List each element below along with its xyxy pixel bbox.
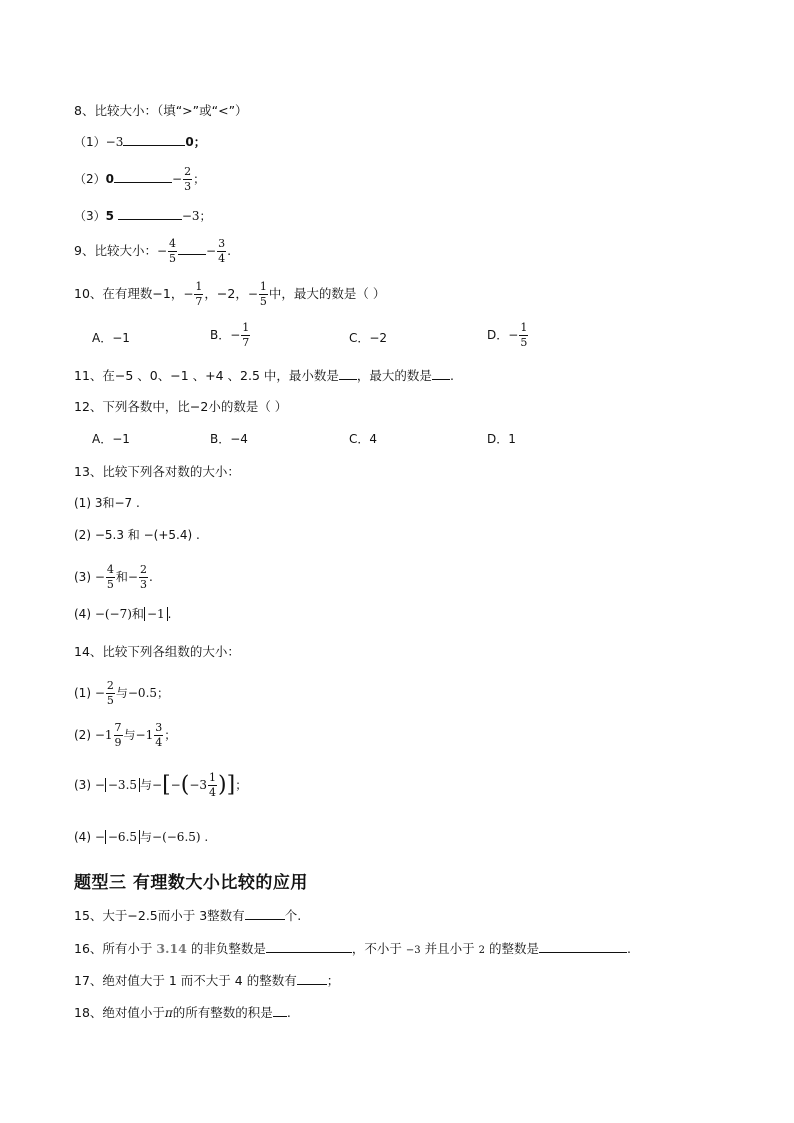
q12-option-d[interactable]: D．1 bbox=[487, 432, 516, 446]
q8-part2: （2）0 − $\frac{2}{3}$ ； bbox=[74, 165, 206, 193]
q14-part4: (4) − −6.5 与−(−6.5) . bbox=[74, 830, 209, 844]
pi-symbol: π bbox=[164, 1006, 173, 1020]
q14-stem: 14、比较下列各组数的大小： bbox=[74, 644, 240, 659]
fraction: $\frac{1}{4}$ bbox=[209, 771, 217, 799]
q13-part1: (1) 3和−7 . bbox=[74, 496, 140, 510]
q13-stem: 13、比较下列各对数的大小： bbox=[74, 464, 240, 479]
q14-part2: (2) −1 $\frac{7}{9}$ 与−1 $\frac{3}{4}$ ； bbox=[74, 721, 177, 749]
q10-option-c[interactable]: C．−2 bbox=[349, 331, 388, 345]
q8-part3: （3）5 −3； bbox=[74, 209, 212, 223]
q10-option-b[interactable]: B．− $\frac{1}{7}$ bbox=[210, 321, 250, 349]
fraction: $\frac{4}{5}$ bbox=[106, 563, 114, 591]
q17: 17、绝对值大于 1 而不大于 4 的整数有 ； bbox=[74, 973, 340, 988]
fraction: $\frac{2}{3}$ bbox=[139, 563, 147, 591]
answer-blank[interactable] bbox=[245, 908, 285, 920]
q12-option-a[interactable]: A．−1 bbox=[92, 432, 130, 446]
answer-blank[interactable] bbox=[273, 1005, 287, 1017]
q10-stem: 10、在有理数−1，− $\frac{1}{7}$ ，−2，− $\frac{1}{5}$ 中，最大的数是（ ） bbox=[74, 280, 386, 308]
q16: 16、所有小于 3.14 的非负整数是 ，不小于 −3 并且小于 2 的整数是 . bbox=[74, 941, 631, 956]
absolute-value: −1 bbox=[144, 607, 168, 621]
q18: 18、绝对值小于π的所有整数的积是 . bbox=[74, 1005, 291, 1020]
fraction: $\frac{1}{7}$ bbox=[195, 280, 203, 308]
fraction: $\frac{3}{4}$ bbox=[155, 721, 163, 749]
q11: 11、在−5 、0、−1 、+4 、2.5 中，最小数是 ，最大的数是 . bbox=[74, 368, 454, 383]
answer-blank[interactable] bbox=[432, 368, 450, 380]
answer-blank[interactable] bbox=[118, 208, 182, 220]
answer-blank[interactable] bbox=[339, 368, 357, 380]
q13-part4: (4) −(−7)和 −1 . bbox=[74, 607, 172, 621]
fraction: $\frac{2}{5}$ bbox=[106, 679, 114, 707]
q13-part3: (3) − $\frac{4}{5}$ 和− $\frac{2}{3}$ . bbox=[74, 563, 153, 591]
q15: 15、大于−2.5而小于 3整数有 个. bbox=[74, 908, 302, 923]
q14-part1: (1) − $\frac{2}{5}$ 与−0.5； bbox=[74, 679, 170, 707]
q10-option-a[interactable]: A．−1 bbox=[92, 331, 130, 345]
answer-blank[interactable] bbox=[114, 171, 172, 183]
absolute-value: −6.5 bbox=[105, 830, 140, 844]
answer-blank[interactable] bbox=[297, 973, 327, 985]
q8-part1: （1）−3 0； bbox=[74, 135, 206, 149]
fraction: $\frac{2}{3}$ bbox=[184, 165, 192, 193]
fraction: $\frac{1}{7}$ bbox=[242, 321, 250, 349]
answer-blank[interactable] bbox=[266, 941, 352, 953]
fraction: $\frac{1}{5}$ bbox=[520, 321, 528, 349]
fraction: $\frac{3}{4}$ bbox=[218, 237, 226, 265]
section-heading: 题型三 有理数大小比较的应用 bbox=[74, 873, 308, 893]
answer-blank[interactable] bbox=[539, 941, 627, 953]
q14-part3: (3) − −3.5 与−[−(−3 $\frac{1}{4}$ )]； bbox=[74, 771, 248, 799]
q10-option-d[interactable]: D．− $\frac{1}{5}$ bbox=[487, 321, 528, 349]
q8-stem: 8、比较大小：（填“>”或“<”） bbox=[74, 103, 248, 118]
q12-stem: 12、下列各数中，比−2小的数是（ ） bbox=[74, 399, 288, 414]
q12-option-b[interactable]: B．−4 bbox=[210, 432, 248, 446]
q9: 9、比较大小：− $\frac{4}{5}$ − $\frac{3}{4}$ . bbox=[74, 237, 232, 265]
fraction: $\frac{4}{5}$ bbox=[169, 237, 177, 265]
answer-blank[interactable] bbox=[123, 134, 185, 146]
answer-blank[interactable] bbox=[178, 243, 206, 255]
fraction: $\frac{1}{5}$ bbox=[259, 280, 267, 308]
q13-part2: (2) −5.3 和 −(+5.4) . bbox=[74, 528, 200, 542]
fraction: $\frac{7}{9}$ bbox=[114, 721, 122, 749]
absolute-value: −3.5 bbox=[105, 778, 140, 792]
q12-option-c[interactable]: C．4 bbox=[349, 432, 378, 446]
